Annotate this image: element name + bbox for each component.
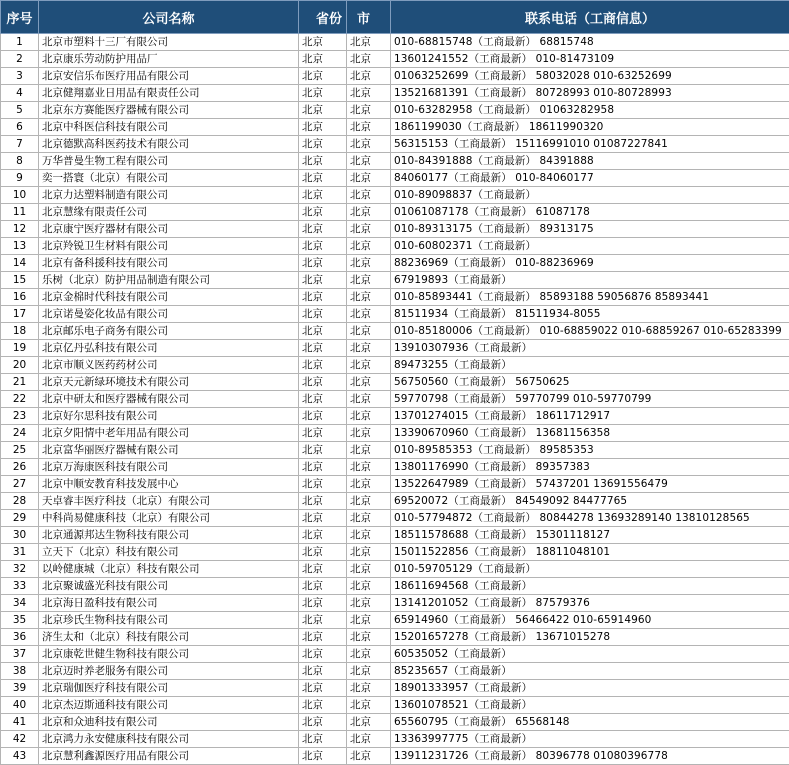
table-row xyxy=(1,187,789,204)
phone-cell: 56315153（工商最新） 15116991010 01087227841 xyxy=(391,136,789,153)
company-name: 万华普曼生物工程有限公司 xyxy=(39,153,299,170)
city-cell: 北京 xyxy=(347,493,391,510)
province-cell: 北京 xyxy=(299,323,347,340)
table-row xyxy=(1,578,789,595)
phone-cell: 13701274015（工商最新） 18611712917 xyxy=(391,408,789,425)
table-row xyxy=(1,119,789,136)
table-row xyxy=(1,527,789,544)
company-name: 北京鸿力永安健康科技有限公司 xyxy=(39,731,299,748)
province-cell: 北京 xyxy=(299,510,347,527)
row-index: 27 xyxy=(1,476,39,493)
province-cell: 北京 xyxy=(299,255,347,272)
city-cell: 北京 xyxy=(347,442,391,459)
header-index: 序号 xyxy=(1,1,39,34)
phone-cell: 010-63282958（工商最新） 01063282958 xyxy=(391,102,789,119)
row-index: 25 xyxy=(1,442,39,459)
company-name: 北京有备科援科技有限公司 xyxy=(39,255,299,272)
province-cell: 北京 xyxy=(299,187,347,204)
company-name: 北京亿丹弘科技有限公司 xyxy=(39,340,299,357)
company-name: 北京安信乐布医疗用品有限公司 xyxy=(39,68,299,85)
province-cell: 北京 xyxy=(299,357,347,374)
phone-cell: 59770798（工商最新） 59770799 010-59770799 xyxy=(391,391,789,408)
row-index: 6 xyxy=(1,119,39,136)
phone-cell: 010-85180006（工商最新） 010-68859022 010-68859267 010-65283399 xyxy=(391,323,789,340)
table-row xyxy=(1,85,789,102)
row-index: 33 xyxy=(1,578,39,595)
row-index: 43 xyxy=(1,748,39,765)
company-name: 北京珍氏生物科技有限公司 xyxy=(39,612,299,629)
phone-cell: 010-68815748（工商最新） 68815748 xyxy=(391,34,789,51)
table-body xyxy=(1,34,789,765)
province-cell: 北京 xyxy=(299,408,347,425)
city-cell: 北京 xyxy=(347,595,391,612)
city-cell: 北京 xyxy=(347,119,391,136)
phone-cell: 85235657（工商最新） xyxy=(391,663,789,680)
province-cell: 北京 xyxy=(299,136,347,153)
province-cell: 北京 xyxy=(299,493,347,510)
phone-cell: 84060177（工商最新） 010-84060177 xyxy=(391,170,789,187)
city-cell: 北京 xyxy=(347,85,391,102)
province-cell: 北京 xyxy=(299,51,347,68)
row-index: 28 xyxy=(1,493,39,510)
row-index: 4 xyxy=(1,85,39,102)
city-cell: 北京 xyxy=(347,68,391,85)
row-index: 40 xyxy=(1,697,39,714)
phone-cell: 88236969（工商最新） 010-88236969 xyxy=(391,255,789,272)
company-name: 奕一搭寰（北京）有限公司 xyxy=(39,170,299,187)
row-index: 7 xyxy=(1,136,39,153)
phone-cell: 65560795（工商最新） 65568148 xyxy=(391,714,789,731)
company-name: 北京邮乐电子商务有限公司 xyxy=(39,323,299,340)
row-index: 24 xyxy=(1,425,39,442)
province-cell: 北京 xyxy=(299,34,347,51)
city-cell: 北京 xyxy=(347,612,391,629)
province-cell: 北京 xyxy=(299,544,347,561)
table-row xyxy=(1,612,789,629)
table-row xyxy=(1,136,789,153)
company-name: 北京夕阳情中老年用品有限公司 xyxy=(39,425,299,442)
company-name: 北京海日盈科技有限公司 xyxy=(39,595,299,612)
row-index: 21 xyxy=(1,374,39,391)
company-name: 北京康宁医疗器材有限公司 xyxy=(39,221,299,238)
city-cell: 北京 xyxy=(347,289,391,306)
row-index: 1 xyxy=(1,34,39,51)
company-name: 北京天元新绿环境技术有限公司 xyxy=(39,374,299,391)
city-cell: 北京 xyxy=(347,187,391,204)
company-name: 天卓睿丰医疗科技（北京）有限公司 xyxy=(39,493,299,510)
city-cell: 北京 xyxy=(347,561,391,578)
table-row xyxy=(1,340,789,357)
province-cell: 北京 xyxy=(299,391,347,408)
city-cell: 北京 xyxy=(347,306,391,323)
company-name: 北京和众迪科技有限公司 xyxy=(39,714,299,731)
row-index: 37 xyxy=(1,646,39,663)
phone-cell: 010-85893441（工商最新） 85893188 59056876 85893441 xyxy=(391,289,789,306)
phone-cell: 67919893（工商最新） xyxy=(391,272,789,289)
header-province: 省份 xyxy=(299,1,347,34)
province-cell: 北京 xyxy=(299,527,347,544)
province-cell: 北京 xyxy=(299,442,347,459)
city-cell: 北京 xyxy=(347,357,391,374)
company-name: 北京杰迈斯通科技有限公司 xyxy=(39,697,299,714)
table-row xyxy=(1,510,789,527)
city-cell: 北京 xyxy=(347,170,391,187)
phone-cell: 010-84391888（工商最新） 84391888 xyxy=(391,153,789,170)
province-cell: 北京 xyxy=(299,561,347,578)
table-row xyxy=(1,595,789,612)
city-cell: 北京 xyxy=(347,221,391,238)
company-name: 乐树（北京）防护用品制造有限公司 xyxy=(39,272,299,289)
province-cell: 北京 xyxy=(299,459,347,476)
city-cell: 北京 xyxy=(347,629,391,646)
phone-cell: 010-57794872（工商最新） 80844278 13693289140 13810128565 xyxy=(391,510,789,527)
province-cell: 北京 xyxy=(299,340,347,357)
row-index: 18 xyxy=(1,323,39,340)
table-row xyxy=(1,476,789,493)
city-cell: 北京 xyxy=(347,51,391,68)
row-index: 29 xyxy=(1,510,39,527)
company-name: 北京中研太和医疗器械有限公司 xyxy=(39,391,299,408)
company-name: 北京康乐劳动防护用品厂 xyxy=(39,51,299,68)
phone-cell: 13141201052（工商最新） 87579376 xyxy=(391,595,789,612)
company-name: 以岭健康城（北京）科技有限公司 xyxy=(39,561,299,578)
row-index: 10 xyxy=(1,187,39,204)
city-cell: 北京 xyxy=(347,323,391,340)
table-row xyxy=(1,391,789,408)
row-index: 34 xyxy=(1,595,39,612)
phone-cell: 010-59705129（工商最新） xyxy=(391,561,789,578)
province-cell: 北京 xyxy=(299,289,347,306)
table-row xyxy=(1,425,789,442)
table-row xyxy=(1,374,789,391)
city-cell: 北京 xyxy=(347,255,391,272)
table-row xyxy=(1,680,789,697)
city-cell: 北京 xyxy=(347,136,391,153)
company-name: 北京万海康医科技有限公司 xyxy=(39,459,299,476)
company-name: 北京市顺义医药药材公司 xyxy=(39,357,299,374)
province-cell: 北京 xyxy=(299,476,347,493)
phone-cell: 13910307936（工商最新） xyxy=(391,340,789,357)
province-cell: 北京 xyxy=(299,629,347,646)
company-name: 北京通源邦达生物科技有限公司 xyxy=(39,527,299,544)
phone-cell: 01063252699（工商最新） 58032028 010-63252699 xyxy=(391,68,789,85)
province-cell: 北京 xyxy=(299,680,347,697)
phone-cell: 010-89098837（工商最新） xyxy=(391,187,789,204)
province-cell: 北京 xyxy=(299,714,347,731)
province-cell: 北京 xyxy=(299,238,347,255)
company-name: 北京中科医信科技有限公司 xyxy=(39,119,299,136)
table-row xyxy=(1,170,789,187)
table-row xyxy=(1,646,789,663)
table-row xyxy=(1,357,789,374)
table-row xyxy=(1,204,789,221)
row-index: 16 xyxy=(1,289,39,306)
table-row xyxy=(1,493,789,510)
city-cell: 北京 xyxy=(347,153,391,170)
row-index: 42 xyxy=(1,731,39,748)
city-cell: 北京 xyxy=(347,34,391,51)
phone-cell: 010-89585353（工商最新） 89585353 xyxy=(391,442,789,459)
phone-cell: 18901333957（工商最新） xyxy=(391,680,789,697)
city-cell: 北京 xyxy=(347,272,391,289)
city-cell: 北京 xyxy=(347,459,391,476)
row-index: 39 xyxy=(1,680,39,697)
company-name: 北京羚锐卫生材料有限公司 xyxy=(39,238,299,255)
province-cell: 北京 xyxy=(299,697,347,714)
company-name: 北京瑞伽医疗科技有限公司 xyxy=(39,680,299,697)
city-cell: 北京 xyxy=(347,425,391,442)
row-index: 11 xyxy=(1,204,39,221)
phone-cell: 01061087178（工商最新） 61087178 xyxy=(391,204,789,221)
phone-cell: 60535052（工商最新） xyxy=(391,646,789,663)
row-index: 22 xyxy=(1,391,39,408)
table-row xyxy=(1,544,789,561)
province-cell: 北京 xyxy=(299,425,347,442)
table-row xyxy=(1,102,789,119)
city-cell: 北京 xyxy=(347,578,391,595)
company-name: 北京聚诚盛光科技有限公司 xyxy=(39,578,299,595)
phone-cell: 010-60802371（工商最新） xyxy=(391,238,789,255)
company-name: 北京富华丽医疗器械有限公司 xyxy=(39,442,299,459)
province-cell: 北京 xyxy=(299,306,347,323)
table-row xyxy=(1,561,789,578)
phone-cell: 69520072（工商最新） 84549092 84477765 xyxy=(391,493,789,510)
city-cell: 北京 xyxy=(347,102,391,119)
city-cell: 北京 xyxy=(347,408,391,425)
table-row xyxy=(1,306,789,323)
phone-cell: 13521681391（工商最新） 80728993 010-80728993 xyxy=(391,85,789,102)
city-cell: 北京 xyxy=(347,238,391,255)
phone-cell: 81511934（工商最新） 81511934-8055 xyxy=(391,306,789,323)
province-cell: 北京 xyxy=(299,748,347,765)
table-row xyxy=(1,272,789,289)
row-index: 36 xyxy=(1,629,39,646)
province-cell: 北京 xyxy=(299,272,347,289)
company-name: 北京慧利鑫源医疗用品有限公司 xyxy=(39,748,299,765)
city-cell: 北京 xyxy=(347,391,391,408)
province-cell: 北京 xyxy=(299,731,347,748)
company-name: 立天下（北京）科技有限公司 xyxy=(39,544,299,561)
row-index: 38 xyxy=(1,663,39,680)
table-row xyxy=(1,34,789,51)
row-index: 35 xyxy=(1,612,39,629)
row-index: 5 xyxy=(1,102,39,119)
table-row xyxy=(1,68,789,85)
row-index: 26 xyxy=(1,459,39,476)
phone-cell: 18611694568（工商最新） xyxy=(391,578,789,595)
row-index: 17 xyxy=(1,306,39,323)
city-cell: 北京 xyxy=(347,374,391,391)
table-row xyxy=(1,255,789,272)
row-index: 30 xyxy=(1,527,39,544)
province-cell: 北京 xyxy=(299,204,347,221)
company-name: 北京市塑料十三厂有限公司 xyxy=(39,34,299,51)
table-row xyxy=(1,748,789,765)
row-index: 19 xyxy=(1,340,39,357)
table-row xyxy=(1,442,789,459)
phone-cell: 13911231726（工商最新） 80396778 01080396778 xyxy=(391,748,789,765)
table-row xyxy=(1,238,789,255)
row-index: 12 xyxy=(1,221,39,238)
row-index: 2 xyxy=(1,51,39,68)
company-name: 北京迈时养老服务有限公司 xyxy=(39,663,299,680)
row-index: 14 xyxy=(1,255,39,272)
province-cell: 北京 xyxy=(299,102,347,119)
province-cell: 北京 xyxy=(299,85,347,102)
phone-cell: 010-89313175（工商最新） 89313175 xyxy=(391,221,789,238)
table-row xyxy=(1,153,789,170)
phone-cell: 89473255（工商最新） xyxy=(391,357,789,374)
city-cell: 北京 xyxy=(347,714,391,731)
city-cell: 北京 xyxy=(347,680,391,697)
province-cell: 北京 xyxy=(299,119,347,136)
row-index: 15 xyxy=(1,272,39,289)
city-cell: 北京 xyxy=(347,748,391,765)
table-row xyxy=(1,629,789,646)
company-name: 北京金棉时代科技有限公司 xyxy=(39,289,299,306)
header-city: 市 xyxy=(347,1,391,34)
phone-cell: 65914960（工商最新） 56466422 010-65914960 xyxy=(391,612,789,629)
city-cell: 北京 xyxy=(347,476,391,493)
province-cell: 北京 xyxy=(299,646,347,663)
province-cell: 北京 xyxy=(299,663,347,680)
city-cell: 北京 xyxy=(347,544,391,561)
row-index: 32 xyxy=(1,561,39,578)
table-row xyxy=(1,731,789,748)
phone-cell: 13801176990（工商最新） 89357383 xyxy=(391,459,789,476)
province-cell: 北京 xyxy=(299,68,347,85)
phone-cell: 13522647989（工商最新） 57437201 13691556479 xyxy=(391,476,789,493)
province-cell: 北京 xyxy=(299,595,347,612)
table-row xyxy=(1,323,789,340)
company-name: 北京中顺安教育科技发展中心 xyxy=(39,476,299,493)
table-row xyxy=(1,459,789,476)
city-cell: 北京 xyxy=(347,731,391,748)
province-cell: 北京 xyxy=(299,374,347,391)
company-name: 北京德默高科医药技术有限公司 xyxy=(39,136,299,153)
phone-cell: 1861199030（工商最新） 18611990320 xyxy=(391,119,789,136)
city-cell: 北京 xyxy=(347,646,391,663)
company-name: 中科尚易健康科技（北京）有限公司 xyxy=(39,510,299,527)
city-cell: 北京 xyxy=(347,510,391,527)
city-cell: 北京 xyxy=(347,663,391,680)
company-name: 北京好尔思科技有限公司 xyxy=(39,408,299,425)
row-index: 23 xyxy=(1,408,39,425)
row-index: 9 xyxy=(1,170,39,187)
table-row xyxy=(1,714,789,731)
header-phone: 联系电话（工商信息） xyxy=(391,1,789,34)
company-name: 北京诺曼姿化妆品有限公司 xyxy=(39,306,299,323)
table-row xyxy=(1,221,789,238)
company-name: 北京健翔嘉业日用品有限责任公司 xyxy=(39,85,299,102)
province-cell: 北京 xyxy=(299,153,347,170)
table-row xyxy=(1,289,789,306)
company-name: 北京康乾世健生物科技有限公司 xyxy=(39,646,299,663)
table-row xyxy=(1,51,789,68)
province-cell: 北京 xyxy=(299,221,347,238)
company-name: 北京力达塑料制造有限公司 xyxy=(39,187,299,204)
city-cell: 北京 xyxy=(347,204,391,221)
phone-cell: 15011522856（工商最新） 18811048101 xyxy=(391,544,789,561)
phone-cell: 13601078521（工商最新） xyxy=(391,697,789,714)
city-cell: 北京 xyxy=(347,340,391,357)
city-cell: 北京 xyxy=(347,697,391,714)
table-row xyxy=(1,408,789,425)
phone-cell: 13390670960（工商最新） 13681156358 xyxy=(391,425,789,442)
province-cell: 北京 xyxy=(299,612,347,629)
company-name: 北京慧缘有限责任公司 xyxy=(39,204,299,221)
phone-cell: 13601241552（工商最新） 010-81473109 xyxy=(391,51,789,68)
header-company: 公司名称 xyxy=(39,1,299,34)
phone-cell: 15201657278（工商最新） 13671015278 xyxy=(391,629,789,646)
header-row xyxy=(1,1,789,34)
province-cell: 北京 xyxy=(299,578,347,595)
phone-cell: 13363997775（工商最新） xyxy=(391,731,789,748)
phone-cell: 56750560（工商最新） 56750625 xyxy=(391,374,789,391)
company-name: 北京东方赛能医疗器械有限公司 xyxy=(39,102,299,119)
city-cell: 北京 xyxy=(347,527,391,544)
company-name: 济生太和（北京）科技有限公司 xyxy=(39,629,299,646)
row-index: 13 xyxy=(1,238,39,255)
row-index: 31 xyxy=(1,544,39,561)
table-row xyxy=(1,663,789,680)
row-index: 20 xyxy=(1,357,39,374)
row-index: 8 xyxy=(1,153,39,170)
phone-cell: 18511578688（工商最新） 15301118127 xyxy=(391,527,789,544)
row-index: 3 xyxy=(1,68,39,85)
row-index: 41 xyxy=(1,714,39,731)
table-row xyxy=(1,697,789,714)
province-cell: 北京 xyxy=(299,170,347,187)
